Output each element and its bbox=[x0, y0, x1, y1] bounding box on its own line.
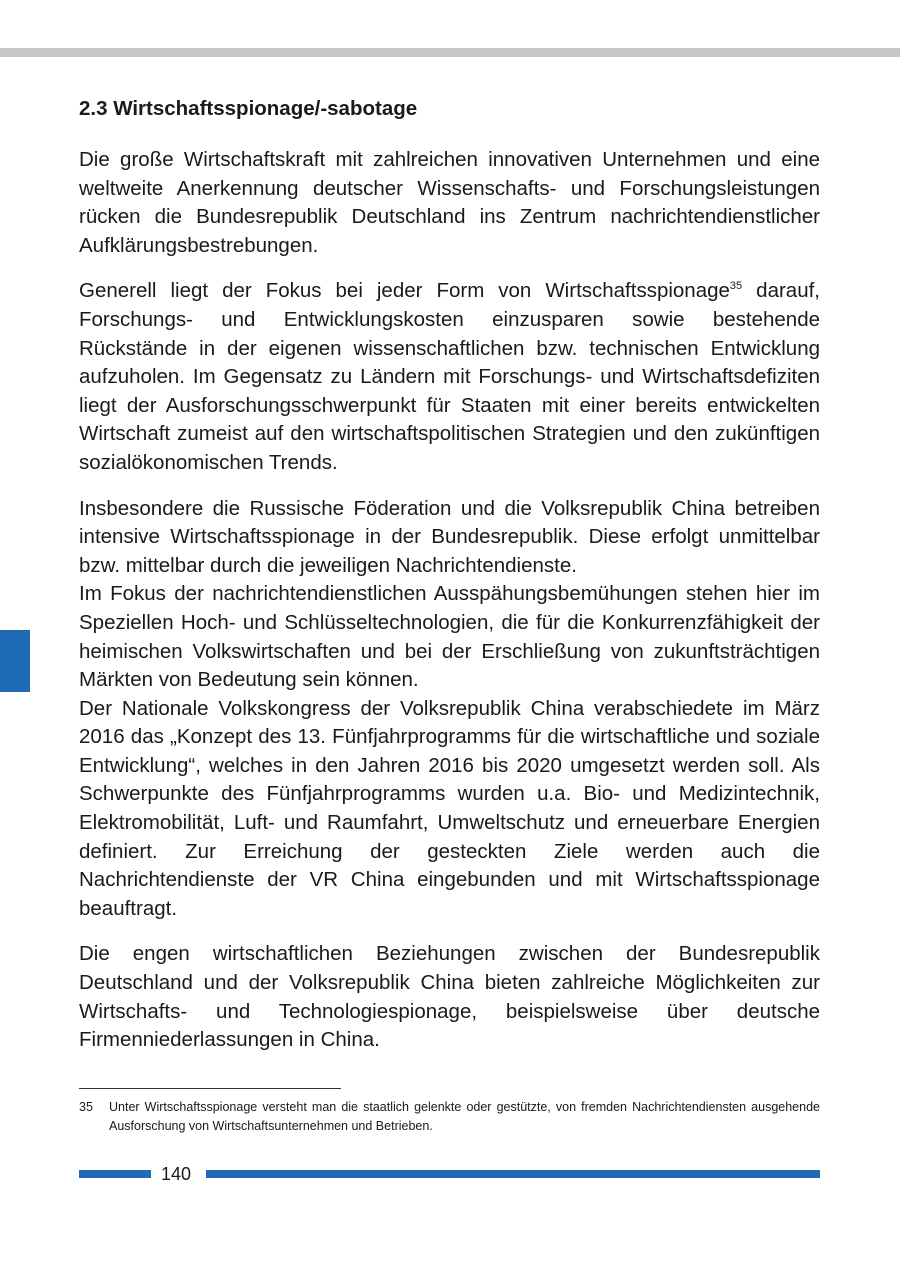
paragraph-economic-strength: Die große Wirtschaftskraft mit zahlreichen innovativen Unternehmen und eine weltweite Anerkennung deutscher Wissenschafts- und Forschungsleistungen rücken die Bundesrepublik Deutschland ins Zentrum nachrichtendienstlicher Aufklärungsbestrebungen. bbox=[79, 148, 820, 257]
footnote bbox=[79, 1098, 820, 1136]
section-heading: 2.3 Wirtschaftsspionage/-sabotage bbox=[79, 97, 418, 120]
chapter-side-tab bbox=[0, 630, 30, 692]
top-rule bbox=[0, 48, 900, 57]
footnote-ref[interactable]: 35 bbox=[729, 280, 743, 293]
page-footer bbox=[79, 1162, 820, 1186]
paragraph-focus bbox=[79, 277, 820, 477]
footer-bar-left bbox=[79, 1170, 151, 1178]
page-content bbox=[79, 94, 820, 1055]
footnote-text: Unter Wirtschaftsspionage versteht man die staatlich gelenkte oder gestützte, von fremden Nachrichtendiensten ausgehende Ausforschung von Wirtschaftsunternehmen und Betrieben. bbox=[109, 1100, 820, 1133]
paragraph-technologies: Im Fokus der nachrichtendienstlichen Ausspähungsbemühungen stehen hier im Speziellen Hoch- und Schlüsseltechnologien, die für die Konkurrenzfähigkeit der heimischen Volkswirtschaften und bei der Erschließung von zukunftsträchtigen Märkten von Bedeutung sein können. bbox=[79, 582, 820, 692]
paragraph-economic-relations: Die engen wirtschaftlichen Beziehungen zwischen der Bundesrepublik Deutschland und der Volksrepublik China bieten zahlreiche Möglichkeiten zur Wirtschafts- und Technologiespionage, beispielsweise über deutsche Firmenniederlassungen in China. bbox=[79, 942, 820, 1052]
footnote-number: 35 bbox=[79, 1100, 93, 1114]
paragraph-russia-china: Insbesondere die Russische Föderation und die Volksrepublik China betreiben intensive Wirtschaftsspionage in der Bundesrepublik. Diese erfolgt unmittelbar bzw. mittelbar durch die jeweiligen Nachrichtendienste. bbox=[79, 496, 820, 577]
paragraph-focus-after: darauf, Forschungs- und Entwicklungskosten einzusparen sowie bestehende Rückstände in der eigenen wissenschaftlichen bzw. technischen Entwicklung aufzuholen. Im Gegensatz zu Ländern mit Forschungs- und Wirtschaftsdefiziten liegt der Ausforschungsschwerpunkt für Staaten mit einer bereits entwickelten Wirtschaft zumeist auf den wirtschaftspolitischen Strategien und den zukünftigen sozialökonomischen Trends. bbox=[79, 279, 820, 474]
page-number: 140 bbox=[161, 1164, 192, 1184]
paragraph-five-year-plan: Der Nationale Volkskongress der Volksrepublik China verabschiedete im März 2016 das „Konzept des 13. Fünfjahrprogramms für die wirtschaftliche und soziale Entwicklung“, welches in den Jahren 2016 bis 2020 umgesetzt werden soll. Als Schwerpunkte des Fünfjahrprogramms wurden u.a. Bio- und Medizintechnik, Elektromobilität, Luft- und Raumfahrt, Umweltschutz und erneuerbare Energien definiert. Zur Erreichung der gesteckten Ziele werden auch die Nachrichtendienste der VR China eingebunden und mit Wirtschaftsspionage beauftragt. bbox=[79, 696, 820, 920]
footnote-rule bbox=[79, 1088, 341, 1089]
footer-bar-right bbox=[206, 1170, 820, 1178]
paragraph-focus-before: Generell liegt der Fokus bei jeder Form von Wirtschaftsspionage bbox=[79, 279, 730, 303]
